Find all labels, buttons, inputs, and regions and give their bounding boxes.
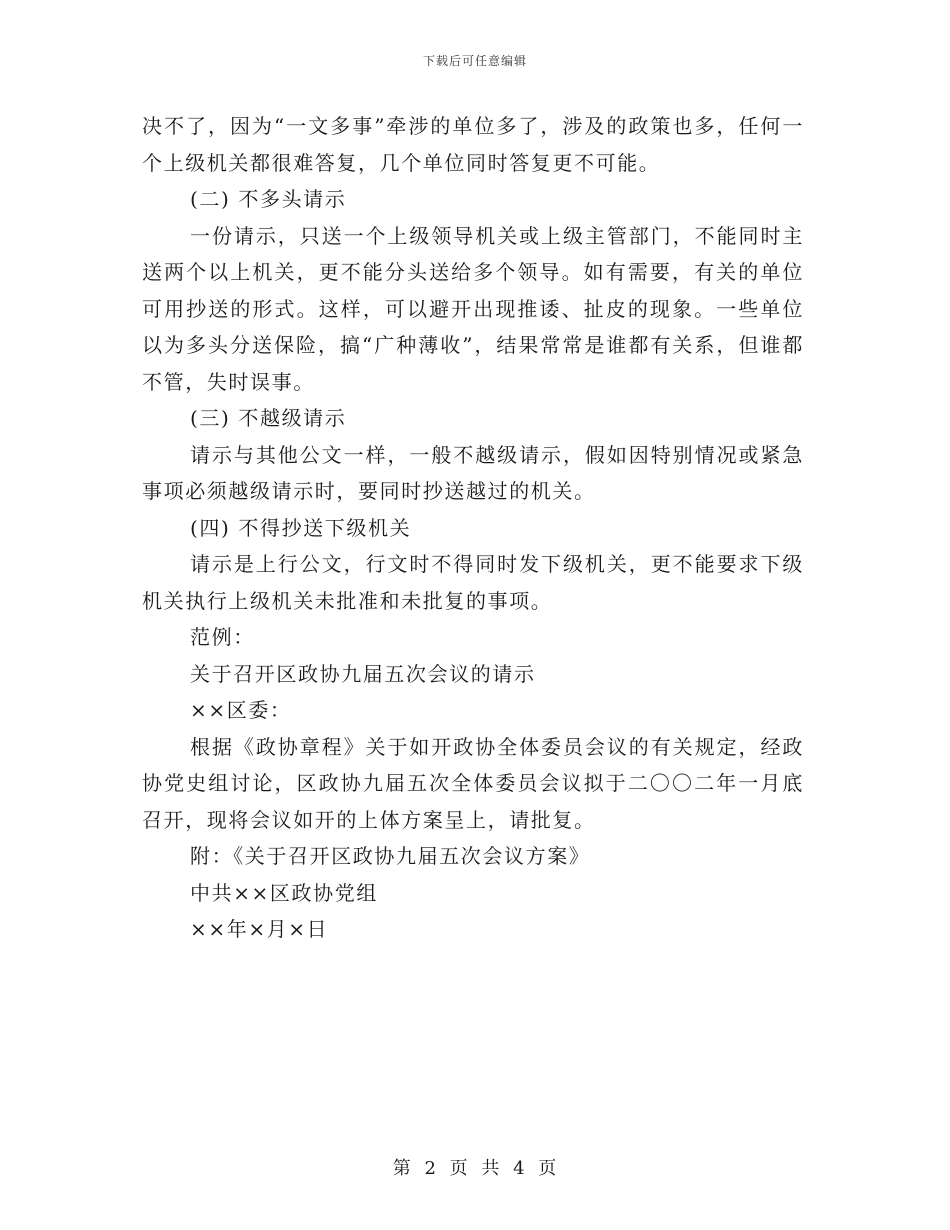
- example-signatory: 中共××区政协党组: [190, 880, 378, 905]
- example-addressee: ××区委：: [190, 698, 292, 722]
- section-heading-3: (三) 不越级请示: [190, 406, 347, 430]
- example-date: ××年×月×日: [190, 917, 329, 941]
- section-heading-4: (四) 不得抄送下级机关: [190, 515, 412, 540]
- example-body: 根据《政协章程》关于如开政协全体委员会议的有关规定，经政协党史组讨论，区政协九届五次全体委员会议拟于二〇〇二年一月底召开，现将会议如开的上体方案呈上，请批复。: [142, 734, 804, 832]
- paragraph-no-skip-level: 请示与其他公文一样，一般不越级请示，假如因特别情况或紧急事项必须越级请示时，要同时抄送越过的机关。: [142, 442, 804, 503]
- paragraph-upward-document: 请示是上行公文，行文时不得同时发下级机关，更不能要求下级机关执行上级机关未批准和未批复的事项。: [142, 552, 804, 613]
- example-title: 关于召开区政协九届五次会议的请示: [190, 661, 536, 686]
- document-body: [142, 108, 804, 948]
- page-header: 下载后可任意编辑: [422, 54, 527, 68]
- paragraph-continuation: 决不了，因为“一文多事”牵涉的单位多了，涉及的政策也多，任何一个上级机关都很难答复，几个单位同时答复更不可能。: [142, 114, 804, 175]
- page-number: 第 2 页 共 4 页: [392, 1158, 558, 1179]
- section-heading-2: (二) 不多头请示: [190, 187, 347, 211]
- example-attachment: 附：《关于召开区政协九届五次会议方案》: [190, 844, 591, 868]
- example-label: 范例：: [190, 625, 255, 649]
- paragraph-multi-submission: 一份请示，只送一个上级领导机关或上级主管部门，不能同时主送两个以上机关，更不能分头送给多个领导。如有需要，有关的单位可用抄送的形式。这样，可以避开出现推诿、扯皮的现象。一些单位以为多头分送保险，搞“广种薄收”，结果常常是谁都有关系，但谁都不管，失时误事。: [142, 223, 804, 394]
